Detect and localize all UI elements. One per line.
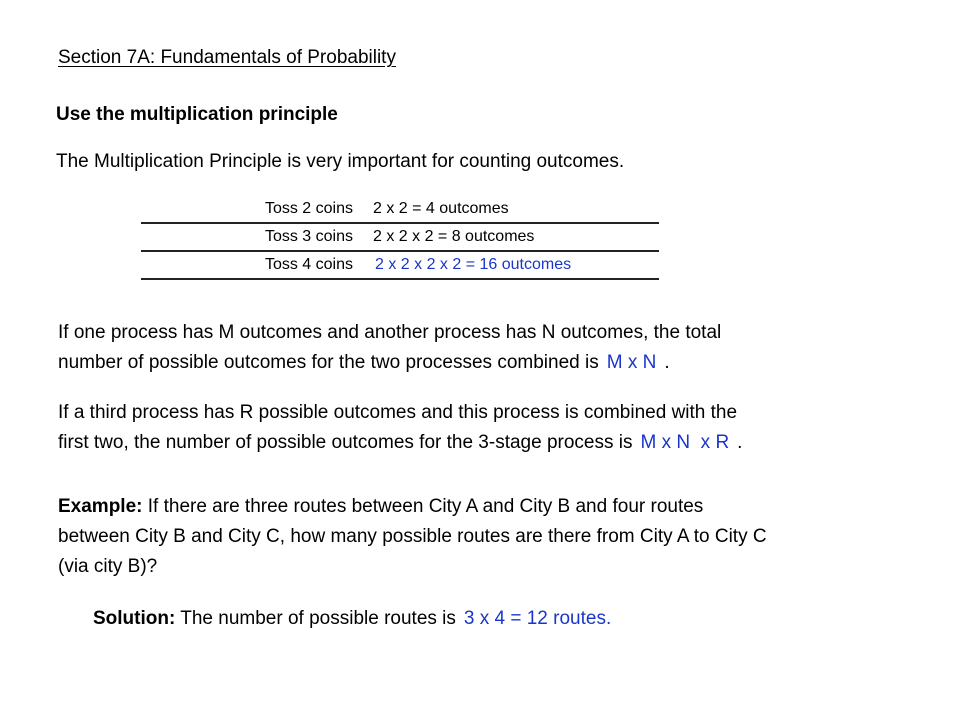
principle-two-paragraph xyxy=(58,318,721,378)
answer-mxnxr: M x N x R xyxy=(640,432,730,453)
table-cell-result: 2 x 2 x 2 = 8 outcomes xyxy=(373,223,659,251)
paragraph-line xyxy=(58,428,742,458)
table-cell-label: Toss 2 coins xyxy=(141,196,373,223)
paragraph-text: The number of possible routes is xyxy=(175,608,456,629)
answer-mxn: M x N xyxy=(606,352,657,373)
example-paragraph xyxy=(58,492,767,582)
principle-three-paragraph xyxy=(58,398,742,458)
paragraph-text: number of possible outcomes for the two processes combined is xyxy=(58,352,599,373)
paragraph-end: . xyxy=(737,432,743,453)
table-row xyxy=(141,223,659,251)
solution-label: Solution: xyxy=(93,608,176,629)
section-title: Section 7A: Fundamentals of Probability xyxy=(58,47,396,68)
example-label: Example: xyxy=(58,496,143,517)
paragraph-line xyxy=(58,492,767,522)
intro-text: The Multiplication Principle is very important for counting outcomes. xyxy=(56,151,625,172)
paragraph-end: . xyxy=(664,352,670,373)
table-row xyxy=(141,196,659,223)
paragraph-text: first two, the number of possible outcomes for the 3-stage process is xyxy=(58,432,633,453)
solution-answer: 3 x 4 = 12 routes. xyxy=(463,608,612,629)
table-cell-result-highlight: 2 x 2 x 2 x 2 = 16 outcomes xyxy=(373,251,659,279)
solution-paragraph xyxy=(93,604,619,634)
paragraph-line: (via city B)? xyxy=(58,556,158,577)
paragraph-line xyxy=(58,348,721,378)
paragraph-line: If a third process has R possible outcomes and this process is combined with the xyxy=(58,402,738,423)
table-row xyxy=(141,251,659,279)
paragraph-line: between City B and City C, how many possible routes are there from City A to City C xyxy=(58,526,767,547)
subheading: Use the multiplication principle xyxy=(56,104,338,125)
table-cell-label: Toss 4 coins xyxy=(141,251,373,279)
paragraph-line: If one process has M outcomes and another process has N outcomes, the total xyxy=(58,322,722,343)
table-cell-result: 2 x 2 = 4 outcomes xyxy=(373,196,659,223)
table-cell-label: Toss 3 coins xyxy=(141,223,373,251)
paragraph-text: If there are three routes between City A and City B and four routes xyxy=(142,496,704,517)
coin-toss-table xyxy=(141,196,659,280)
